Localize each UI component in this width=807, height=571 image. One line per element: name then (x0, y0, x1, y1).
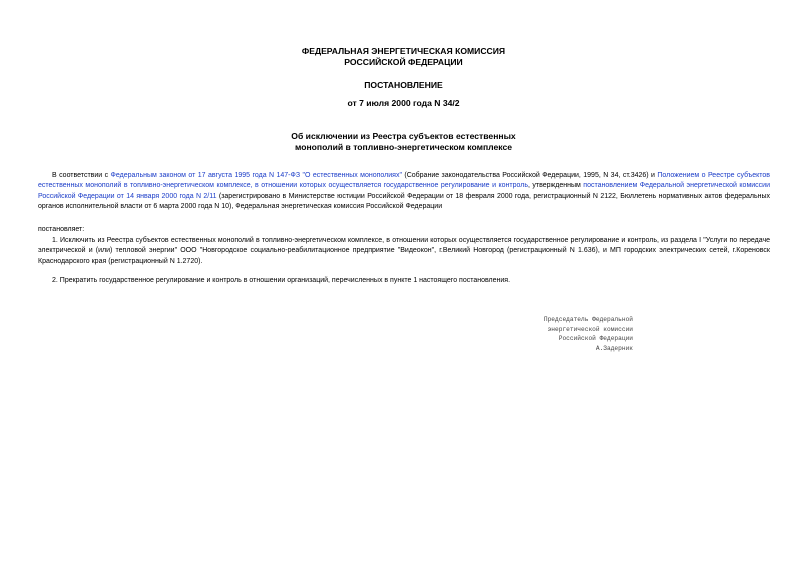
preamble-text: (Собрание законодательства Российской Федерации, 1995, N 34, ст.3426) и (401, 172, 658, 179)
preamble-text: , утвержденным (527, 182, 584, 190)
registry-regulation-link[interactable]: Положением о Реестре субъектов естественных монополий в топливно-энергетическом комплексе, в отношении которых осуществляется государственное регулирование и контроль (38, 172, 771, 190)
preamble-text: (зарегистрировано в Министерстве юстиции Российской Федерации от 18 февраля 2000 года, регистрационный N 2122, Бюллетень нормативных актов федеральных органов исполнительной власти от 6 марта 2000 года N 10), Федеральная энергетическая комиссия Российской Федерации (38, 192, 770, 211)
signatory-title-line2: энергетической комиссии (547, 325, 633, 333)
fek-resolution-link[interactable]: постановлением Федеральной энергетической комиссии Российской Федерации от 14 января 2000 года N 2/11 (38, 182, 770, 200)
signature-block (523, 315, 633, 353)
document-title-line1: Об исключении из Реестра субъектов естественных (291, 131, 516, 141)
resolves-label: постановляет: (38, 226, 85, 233)
preamble-text: В соответствии с (52, 172, 111, 179)
signatory-name: А.Задерник (595, 344, 633, 352)
document-type: ПОСТАНОВЛЕНИЕ (364, 80, 443, 90)
signatory-title-line1: Председатель Федеральной (543, 316, 633, 323)
issuer-name-line1: ФЕДЕРАЛЬНАЯ ЭНЕРГЕТИЧЕСКАЯ КОМИССИЯ (301, 46, 506, 56)
document-date: от 7 июля 2000 года N 34/2 (347, 98, 460, 108)
item-1-paragraph: 1. Исключить из Реестра субъектов естественных монополий в топливно-энергетическом комплексе, в отношении которых осуществляется государственное регулирование и контроль, из раздела I "Услуги по передаче электрической и (или) тепловой энергии" ООО "Новгородское социально-реабилитационное предприятие "Видеокон", г.Великий Новгород (регистрационный N 1.636), и МП городских электрических сетей, г.Кореновск Краснодарского края (регистрационный N 1.2720). (38, 237, 770, 265)
document-title-line2: монополий в топливно-энергетическом комплексе (294, 142, 513, 152)
issuer-name-line2: РОССИЙСКОЙ ФЕДЕРАЦИИ (344, 57, 463, 67)
signatory-title-line3: Российской Федерации (558, 335, 633, 343)
item-2-paragraph: 2. Прекратить государственное регулирование и контроль в отношении организаций, перечисленных в пункте 1 настоящего постановления. (52, 277, 511, 284)
federal-law-link[interactable]: Федеральным законом от 17 августа 1995 года N 147-ФЗ "О естественных монополиях" (110, 172, 402, 179)
preamble-paragraph (38, 171, 770, 213)
